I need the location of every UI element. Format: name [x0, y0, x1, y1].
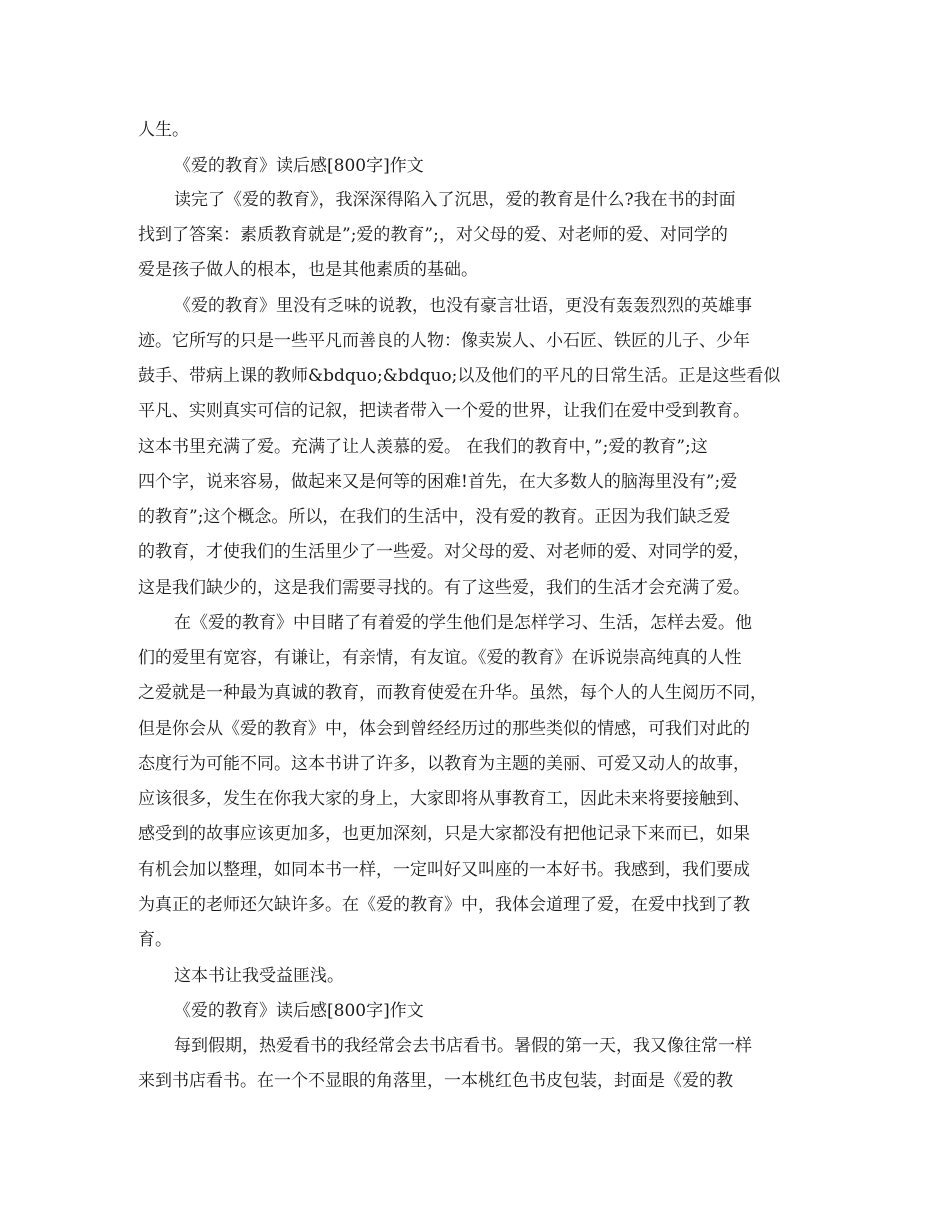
- text-line: 读完了《爱的教育》，我深深得陷入了沉思，爱的教育是什么?我在书的封面: [174, 190, 736, 210]
- text-line: 们的爱里有宽容，有谦让，有亲情，有友谊。《爱的教育》在诉说崇高纯真的人性: [138, 648, 742, 668]
- section-heading: 《爱的教育》读后感[800字]作文: [174, 1001, 424, 1021]
- text-line: 平凡、实则真实可信的记叙，把读者带入一个爱的世界，让我们在爱中受到教育。: [138, 401, 750, 421]
- text-line: 在《爱的教育》中目睹了有着爱的学生他们是怎样学习、生活，怎样去爱。他: [174, 613, 752, 633]
- text-line: 但是你会从《爱的教育》中，体会到曾经经历过的那些类似的情感，可我们对此的: [138, 719, 750, 739]
- text-line: 之爱就是一种最为真诚的教育，而教育使爱在升华。虽然，每个人的人生阅历不同，: [138, 683, 767, 703]
- text-line: 每到假期，热爱看书的我经常会去书店看书。暑假的第一天，我又像往常一样: [174, 1036, 752, 1056]
- text-line: 感受到的故事应该更加多，也更加深刻，只是大家都没有把他记录下来而已，如果: [138, 824, 750, 844]
- text-line: 找到了答案：素质教育就是”;爱的教育”;，对父母的爱、对老师的爱、对同学的: [138, 225, 728, 245]
- text-line: 的教育”;这个概念。所以，在我们的生活中，没有爱的教育。正因为我们缺乏爱: [138, 507, 731, 527]
- text-line: 来到书店看书。在一个不显眼的角落里，一本桃红色书皮包装，封面是《爱的教: [138, 1071, 733, 1091]
- text-line: 为真正的老师还欠缺许多。在《爱的教育》中，我体会道理了爱，在爱中找到了教: [138, 895, 750, 915]
- text-line: 态度行为可能不同。这本书讲了许多，以教育为主题的美丽、可爱又动人的故事，: [138, 754, 750, 774]
- text-line: 《爱的教育》里没有乏味的说教，也没有豪言壮语，更没有轰轰烈烈的英雄事: [174, 296, 752, 316]
- section-heading: 《爱的教育》读后感[800字]作文: [174, 156, 424, 176]
- text-line: 的教育，才使我们的生活里少了一些爱。对父母的爱、对老师的爱、对同学的爱，: [138, 542, 750, 562]
- text-line: 鼓手、带病上课的教师&bdquo;&bdquo;以及他们的平凡的日常生活。正是这些看似: [138, 366, 781, 386]
- text-line: 这本书里充满了爱。充满了让人羡慕的爱。 在我们的教育中，”;爱的教育”;这: [138, 437, 708, 457]
- text-line: 四个字，说来容易，做起来又是何等的困难!首先，在大多数人的脑海里没有”;爱: [138, 472, 738, 492]
- text-line: 育。: [138, 930, 172, 950]
- text-line: 人生。: [138, 120, 189, 140]
- text-line: 有机会加以整理，如同本书一样，一定叫好又叫座的一本好书。我感到，我们要成: [138, 860, 750, 880]
- text-line: 这本书让我受益匪浅。: [174, 966, 344, 986]
- text-line: 应该很多，发生在你我大家的身上，大家即将从事教育工，因此未来将要接触到、: [138, 789, 750, 809]
- text-line: 迹。它所写的只是一些平凡而善良的人物：像卖炭人、小石匠、铁匠的儿子、少年: [138, 331, 750, 351]
- text-line: 这是我们缺少的，这是我们需要寻找的。有了这些爱，我们的生活才会充满了爱。: [138, 578, 750, 598]
- text-line: 爱是孩子做人的根本，也是其他素质的基础。: [138, 260, 478, 280]
